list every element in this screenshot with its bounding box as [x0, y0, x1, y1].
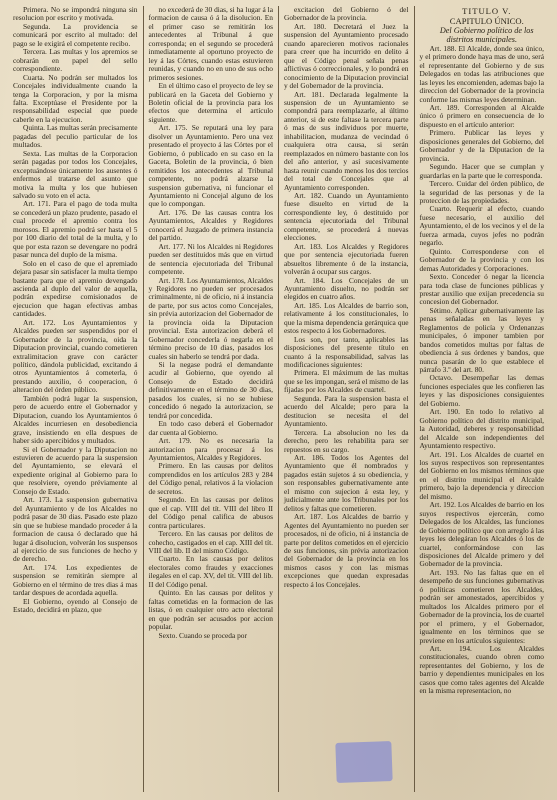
- paragraph: Art. 172. Los Ayuntamientos y Alcaldes pueden ser suspendidos por el Gobernador de la provincia, oida la Diputacion provincial, cuando cometieren extralimitacion grave con carácter político, dándola publicidad, excitando á otros Ayuntamientos á cometerla, ó prestando auxilio, ó cooperacion, ó alteracion del órden público.: [13, 317, 138, 395]
- paragraph: Art. 185. Los Alcaldes de barrio son, relativamente á los constitucionales, lo que la misma dependencia gerárquica que estos respecto á los Gobernadores.: [284, 300, 409, 336]
- paragraph: También podrá lugar la suspension, pero de acuerdo entre el Gobernador y Diputacion, cuando los Ayuntamientos ó Alcaldes incurriesen en desobediencia grave, insistiendo en ella despues de haber sido apercibidos y multados.: [13, 393, 138, 446]
- paragraph: Art. 189. Corresponden al Alcalde único ó primero en consecuencia de lo dispuesto en el artículo anterior:: [419, 102, 544, 129]
- paragraph: Tercera. Las multas y los apremios se cobrarán en papel del sello correspondiente.: [13, 47, 138, 74]
- paragraph: Si la negase podrá el demandante acudir al Gobierno, que oyendo al Consejo de Estado decidirá definitivamente en el término de 30 dias, pasados los cuales, si no se hubiese concedido ó negado la autorizacion, se tendrá por concedida.: [148, 360, 273, 420]
- paragraph: Los son, por tanto, aplicables las disposiciones del presente título en cuanto á la responsabilidad, salvas las modificaciones siguientes:: [284, 334, 409, 370]
- chapter-heading: CAPITULO ÚNICO.: [449, 16, 524, 26]
- paragraph: Quinto. En las causas por delitos y faltas cometidas en la formacion de las listas, ó en cualquier otro acto electoral en que podrán ser acusados por accion popular.: [148, 588, 273, 632]
- paragraph: Cuarto. Requerir al efecto, cuando fuese necesario, el auxilio del Ayuntamiento, el de los vecinos y el de la fuerza armada, cuyos jefes no podrán negarlo.: [419, 204, 544, 248]
- paragraph: Quinta. Las multas serán precisamente pagadas del peculio particular de los multados.: [13, 123, 138, 150]
- paragraph: Art. 173. La suspension gubernativa del Ayuntamiento y de los Alcaldes no podrá pasar de 30 dias. Pasado este plazo sin que se hubiese mandado proceder á la formacion de causa ó declarado que há lugar á disolucion, volverán los suspensos al ejercicio de sus funciones de hecho y de derecho.: [13, 495, 138, 564]
- column-2: [143, 6, 279, 792]
- paragraph: Art. 193. No las faltas que en el desempeño de sus funciones gubernativas ó políticas cometieren los Alcaldes, podrán ser amonestados, apercibidos y multados los Alcaldes primero por el Gobernador de la provincia, los de cuartel por el primero, y el Gobernador, igualmente en los términos que se previene en los artículos siguientes:: [419, 567, 544, 645]
- paragraph: Art. 175. Se reputará una ley para disolver un Ayuntamiento. Pero una vez presentado el proyecto á las Córtes por el Gobierno, ó publicado en su caso en la Gaceta, Boletin de la provincia, ó bien remitidos los antecedentes al Tribunal competente, no podrá alzarse la suspension gubernativa, ni funcionar el Ayuntamiento ni Concejal alguno de los que lo compongan.: [148, 123, 273, 209]
- paragraph: Cuarta. No podrán ser multados los Concejales individualmente cuando la tenga la Corporacion, y por la misma falta. Exceptúase el Presidente por la responsabilidad especial que puede caberle en la ejecucion.: [13, 72, 138, 124]
- paragraph: Segundo. Hacer que se cumplan y guardarlas en la parte que le corresponda.: [419, 162, 544, 180]
- paragraph: Art. 171. Para el pago de toda multa se concederá un plazo prudente, pasado el cual procede el apremio contra los morosos. El apremio podrá ser hasta el 5 por 100 diario del total de la multa, y lo que por esta razon se devengare no podrá pasar nunca del duplo de la misma.: [13, 199, 138, 260]
- paragraph: Si el Gobernador y la Diputacion no estuvieren de acuerdo para la suspension del Ayuntamiento, se elevará el expediente original al Gobierno para lo que resolviere, oyendo préviamente al Consejo de Estado.: [13, 444, 138, 496]
- paragraph: Art. 179. No es necesaria la autorizacion para procesar á los Ayuntamientos, Alcaldes y Regidores.: [148, 436, 273, 463]
- paragraph: Art. 177. Ni los Alcaldes ni Regidores pueden ser destituidos más que en virtud de sentencia ejecutoriada del Tribunal competente.: [148, 241, 273, 277]
- paragraph: En todo caso deberá el Gobernador dar cuenta al Gobierno.: [148, 419, 273, 437]
- paragraph: Art. 176. De las causas contra los Ayuntamientos, Alcaldes y Regidores conocerá el Juzgado de primera instancia del partido.: [148, 207, 273, 243]
- paragraph: Art. 174. Los expedientes de suspension se remitirán siempre al Gobierno en el término de tres dias á mas tardar despues de acordada aquella.: [13, 562, 138, 598]
- paragraph: Primero. En las causas por delitos comprendidos en los artículos 283 y 284 del Código penal, relativos á la violacion de secretos.: [148, 461, 273, 496]
- paragraph: Solo en el caso de que el apremiado dejara pasar sin satisfacer la multa tiempo bastante para que el apremio devengado ascienda al duplo del valor de aquella, podrán expedirse comisionados de ejecucion que hagan efectivas ambas cantidades.: [13, 258, 138, 319]
- paragraph: Octavo. Desempeñar las demas funciones especiales que les confieren las leyes y las disposiciones consiguientes del Gobierno.: [419, 373, 544, 408]
- paragraph: Art. 180. Decretará el Juez la suspension del Ayuntamiento procesado cuando aparecieren motivos racionales para creer que ha incurrido en delito á que el Código penal señala penas aflictivas ó correccionales, y lo pondrá en conocimiento de la Diputacion provincial y del Gobernador de la provincia.: [284, 21, 409, 91]
- paragraph: Sexto. Cuando se proceda por: [158, 630, 247, 640]
- paragraph: Art. 187. Los Alcaldes de barrio y Agentes del Ayuntamiento no pueden ser procesados, ni de oficio, ni á instancia de parte por delitos cometidos en el ejercicio de sus funciones, sin prévia autorizacion del Gobernador de la provincia en los mismos casos y con las mismas excepciones que quedan expresadas respecto á los Concejales.: [284, 512, 409, 589]
- paragraph: Segundo. En las causas por delitos que el cap. VIII del tít. VIII del libro II del Código penal califica de abusos contra particulares.: [148, 495, 273, 530]
- paragraph: Primera. No se impondrá ninguna sin resolucion por escrito y motivada.: [13, 6, 138, 23]
- paragraph: Sétimo. Aplicar gubernativamente las penas señaladas en las leyes y Reglamentos de policía y Ordenanzas municipales, ó imponer tambien por bandos cometidos multas por faltas de obediencia á sus órdenes y bandos, que nunca pasarán de lo que establece el párrafo 3.º del art. 80.: [419, 305, 544, 375]
- paragraph: Tercero. Cuidar del órden público, de la seguridad de las personas y de la proteccion de las propiedades.: [419, 179, 544, 205]
- paragraph: Art. 183. Los Alcaldes y Regidores que por sentencia ejecutoriada fueren absueltos libremente ó de la instancia, volverán á ocupar sus cargos.: [284, 241, 409, 277]
- paragraph: Art. 184. Los Concejales de un Ayuntamiento disuelto, no podrán ser elegidos en cuatro años.: [284, 275, 409, 302]
- paragraph: Quinto. Corresponderse con el Gobernador de la provincia y con los demas Autoridades y Corporaciones.: [419, 246, 544, 273]
- paragraph: Primero. Publicar las leyes y disposiciones generales del Gobierno, del Gobernador y de la Diputacion de la provincia.: [419, 128, 544, 163]
- paragraph: Segunda. La providencia se comunicará por escrito al multado: del pago se le exigirá el competente recibo.: [13, 21, 138, 48]
- column-3: [278, 6, 414, 792]
- paragraph: Art. 190. En todo lo relativo al Gobierno político del distrito municipal, la Autoridad, deberes y responsabilidad del Alcalde son independientes del Ayuntamiento respectivo.: [419, 407, 544, 451]
- paragraph: Segunda. Para la suspension basta el acuerdo del Alcalde; pero para la destitucion se necesita el del Ayuntamiento.: [284, 393, 409, 429]
- ink-stamp-stain: [335, 741, 392, 783]
- paragraph: no excederá de 30 dias, si ha lugar á la formacion de causa ó á la disolucion. En el primer caso se remitirán los antecedentes al Tribunal á que corresponda; en el segundo se procederá inmediatamente al oportuno proyecto de ley á las Córtes, cuando estas estuvieren reunidas, y cuando no en uno de sus ocho primeros sesiones.: [148, 6, 273, 82]
- paragraph: excitacion del Gobierno ó del Gobernador de la provincia.: [284, 6, 409, 23]
- paragraph: Primera. El máximum de las multas que se les impongan, será el mismo de las fijadas por los Alcaldes de cuartel.: [284, 368, 409, 395]
- paragraph: Art. 186. Todos los Agentes del Ayuntamiento que él nombrados y pagados están sujetos á su obediencia, y son responsables gubernativamente ante el mismo con sujecion á esta ley, y judicialmente ante los Tribunales por los delitos y faltas que cometieren.: [284, 453, 409, 513]
- paragraph: Art. 182. Cuando un Ayuntamiento fuese disuelto en virtud de la correspondiente ley, ó destituido por sentencia ejecutoriada del Tribunal competente, se procederá á nuevas elecciones.: [284, 190, 409, 243]
- paragraph: Art. 181. Declarada legalmente la suspension de un Ayuntamiento se compondrá para reemplazarle, al último anterior, si de este faltase la tercera parte ó mas de sus individuos por muerte, inhabilitacion, mudanza de vecindad ó cualquiera otra causa, si serán reemplazados en número bastante con los del año anterior, y así sucesivamente hasta reunir cuando menos los dos tercios del total de Concejales que al Ayuntamiento corresponden.: [284, 89, 409, 192]
- paragraph: En el último caso el proyecto de ley se publicará en la Gaceta del Gobierno y Boletin oficial de la provincia para los efectos que determina el artículo siguiente.: [148, 81, 273, 124]
- title-heading: TITULO V.: [462, 6, 512, 16]
- paragraph: Art. 188. El Alcalde, donde sea único, y el primero donde haya mas de uno, será el representante del Gobierno y de sus Delegados en todas las atribuciones que las leyes les encomienden, ademas bajo la direccion del Gobernador de la provincia conforme las mismas leyes determinan.: [419, 43, 544, 104]
- section-subtitle: Del Gobierno político de los distritos municipales.: [439, 26, 534, 45]
- paragraph: Art. 191. Los Alcaldes de cuartel en los suyos respectivos son representantes del Gobierno en los mismos términos que en el distrito municipal el Alcalde primero, bajo la dependencia y direccion del mismo.: [419, 449, 544, 501]
- column-1: [8, 6, 143, 792]
- paragraph: Tercera. La absolucion no les da derecho, pero les rehabilita para ser repuestos en su cargo.: [284, 427, 409, 454]
- paragraph: Sexta. Las multas de la Corporacion serán pagadas por todos los Concejales, exceptuándose únicamente los ausentes ó enfermos al tratarse del asunto que motiva la multa y los que hubiesen salvado su voto en el acta.: [13, 148, 138, 200]
- paragraph: Art. 192. Los Alcaldes de barrio en los suyos respectivos ejercerán, como Delegados de los Alcaldes, las funciones de Gobierno político que con arreglo á las leyes les delegáran los Alcaldes ó los de cuartel, conformándose con las disposiciones del Alcalde primero y del Gobernador de la provincia.: [419, 500, 544, 569]
- paragraph: Cuarto. En las causas por delitos electorales como fraudes y exacciones ilegales en el cap. XV, del tít. VIII del lib. II del Código penal.: [148, 554, 273, 589]
- paragraph: El Gobierno, oyendo al Consejo de Estado, decidirá en plazo, que: [13, 596, 138, 615]
- text-columns: [8, 6, 549, 792]
- paragraph: Art. 194. Los Alcaldes constitucionales, cuando obren como representantes del Gobierno, y los de barrio y dependientes municipales en los casos que como tales agentes del Alcalde en la misma representacion, no: [419, 643, 544, 696]
- paragraph: Tercero. En las causas por delitos de cohecho, castigados en el cap. XIII del tít. VIII del lib. II del mismo Código.: [148, 529, 273, 555]
- column-4: [414, 6, 550, 792]
- paragraph: Sexto. Conceder ó negar la licencia para toda clase de funciones públicas y prestar auxilio que exijan precedencia su concesion del Gobernador.: [419, 272, 544, 307]
- paragraph: Art. 178. Los Ayuntamientos, Alcaldes y Regidores no pueden ser procesados criminalmente, ni de oficio, ni á instancia de parte, por sus actos como Concejales, sin prévia autorizacion del Gobernador de la provincia oida la Diputacion provincial. Esta autorizacion deberá el Gobernador concederla ó negarla en el término preciso de 10 dias, pasados los cuales sin haberlo se tendrá por dada.: [148, 275, 273, 361]
